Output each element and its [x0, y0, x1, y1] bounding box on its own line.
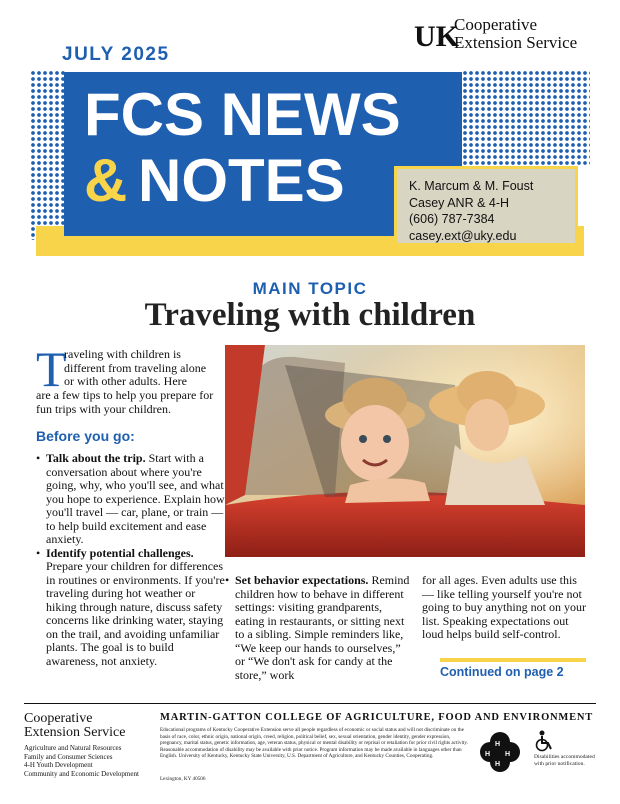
- list-item: • Identify potential challenges. Prepare your children for differences in routines or environments. If you're traveling during hot weather or hiking through nature, discuss safety concerns like drinking water, staying on the trail, and avoiding unfamiliar plants. The goal is to build awareness, not anxiety.: [46, 547, 228, 669]
- drop-cap: T: [36, 341, 67, 397]
- masthead-ampersand: &: [84, 147, 128, 214]
- topic-label: MAIN TOPIC: [252, 279, 368, 298]
- footer-program-units: Agriculture and Natural Resources Family and Consumer Sciences 4-H Youth Development Community and Economic Development: [24, 744, 139, 778]
- disability-notice: Disabilities accommodated with prior notification.: [534, 754, 595, 767]
- continued-accent-bar: [440, 658, 586, 662]
- footer-extension-name: Cooperative Extension Service: [24, 711, 126, 740]
- svg-text:UK: UK: [414, 20, 459, 53]
- expectations-list: [225, 574, 413, 682]
- list-item: • Talk about the trip. Start with a conversation about where you're going, why, who you'll see, and what you hope to experience. Explain how you'll travel — car, plane, or train — to help build excitement and ease anxiety.: [46, 452, 228, 547]
- expectations-continued: for all ages. Even adults use this — like telling yourself you're not going to buy anything not on your list. Speaking expectations out loud helps build self-control.: [422, 573, 586, 641]
- dot-pattern-left: [30, 70, 66, 240]
- contact-email: casey.ext@uky.edu: [409, 228, 517, 243]
- 4h-clover-icon: [478, 730, 522, 774]
- contact-box: [394, 166, 578, 246]
- list-item: • Set behavior expectations. Remind children how to behave in different settings: visiting grandparents, eating in restaurants, or sitting next to a sibling. Simple reminders like, “We keep our hands to ourselves,” or “We don't ask for candy at the store,” work: [235, 574, 413, 682]
- svg-text:H: H: [505, 751, 511, 758]
- svg-text:H: H: [495, 741, 501, 748]
- svg-text:H: H: [495, 761, 501, 768]
- contact-names: K. Marcum & M. Foust: [409, 179, 534, 193]
- footer-college-name: MARTIN-GATTON COLLEGE OF AGRICULTURE, FOOD AND ENVIRONMENT: [160, 712, 594, 723]
- intro-paragraph-part1: raveling with children is different from traveling alone or with other adults. Here: [64, 347, 207, 388]
- continued-on-page-link: Continued on page 2: [440, 665, 564, 679]
- dot-pattern-right: [462, 70, 590, 165]
- section-heading: Before you go:: [36, 428, 135, 444]
- contact-office: Casey ANR & 4-H: [409, 195, 510, 210]
- footer-legal-notice: Educational programs of Kentucky Cooperative Extension serve all people regardless of economic or social status and will not discriminate on the basis of race, color, ethnic origin, national origin, creed, religion, political belief, sex, sexual orientation, gender identity, gender expression, pregnancy, marital status, genetic information, age, veteran status, physical or mental disability or reprisal or retaliation for prior civil rights activity. Reasonable accommodation of disability may be available with prior notice. Program information may be made available in languages other than English. University of Kentucky, Kentucky State University, U.S. Department of Agriculture, and Kentucky Counties, Cooperating.: [160, 727, 468, 760]
- contact-phone: (606) 787-7384: [409, 212, 495, 226]
- uk-logo-icon: [412, 16, 459, 54]
- uk-logo-text: Cooperative Extension Service: [454, 15, 578, 52]
- uk-extension-logo: [412, 16, 582, 56]
- intro-paragraph-part2: are a few tips to help you prepare for fun trips with your children.: [36, 388, 214, 416]
- tips-list: [36, 452, 228, 668]
- accessibility-icon: [534, 730, 554, 752]
- issue-month: JULY 2025: [62, 44, 170, 65]
- footer-divider: [24, 703, 596, 704]
- masthead-title-line1: FCS NEWS: [84, 81, 401, 148]
- svg-text:H: H: [485, 751, 491, 758]
- masthead-title-line2: NOTES: [138, 147, 345, 214]
- footer-address: Lexington, KY 40506: [160, 776, 206, 782]
- children-in-car-photo: [225, 345, 585, 557]
- article-title: Traveling with children: [144, 297, 476, 333]
